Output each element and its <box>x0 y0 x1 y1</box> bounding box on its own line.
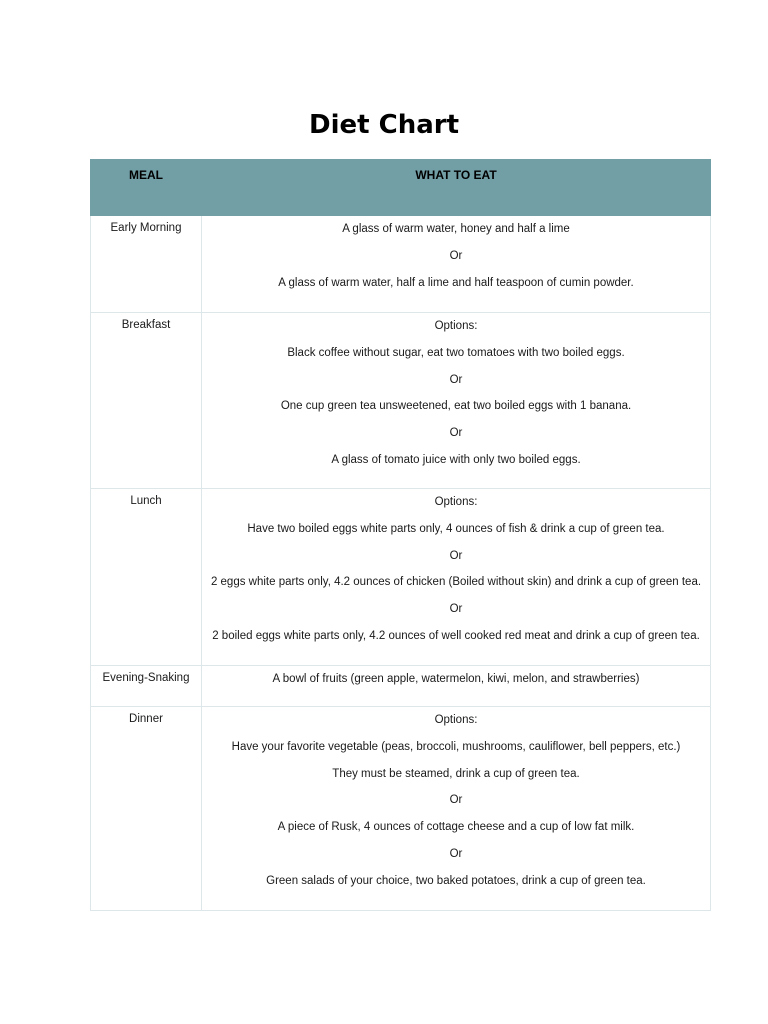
header-row <box>91 160 711 216</box>
meal-cell: Evening-Snaking <box>91 666 202 707</box>
food-line: Or <box>449 249 463 262</box>
food-line: Options: <box>434 714 478 726</box>
food-line: Or <box>449 427 463 440</box>
food-line: Or <box>449 603 463 616</box>
table-row <box>91 313 711 489</box>
food-line: 2 eggs white parts only, 4.2 ounces of chicken (Boiled without skin) and drink a cup of green tea. <box>210 576 702 589</box>
table-row <box>91 666 711 707</box>
table-row <box>91 216 711 313</box>
table-row <box>91 707 711 911</box>
food-line: They must be steamed, drink a cup of green tea. <box>332 767 580 780</box>
food-line: Options: <box>434 320 478 332</box>
food-line: A bowl of fruits (green apple, watermelon, kiwi, melon, and strawberries) <box>272 673 640 685</box>
table-body <box>91 216 711 911</box>
food-line: A glass of tomato juice with only two boiled eggs. <box>331 453 581 466</box>
what-to-eat-cell <box>202 707 711 911</box>
what-to-eat-cell <box>202 666 711 707</box>
what-to-eat-cell <box>202 216 711 313</box>
food-line: Or <box>449 373 463 386</box>
table-header <box>91 160 711 216</box>
food-line: Have your favorite vegetable (peas, broccoli, mushrooms, cauliflower, bell peppers, etc.) <box>231 740 681 753</box>
what-to-eat-column-header: WHAT TO EAT <box>202 160 711 216</box>
food-line: Or <box>449 549 463 562</box>
what-to-eat-cell <box>202 313 711 489</box>
food-line: A glass of warm water, honey and half a lime <box>342 223 570 235</box>
diet-table <box>90 159 711 911</box>
food-line: Have two boiled eggs white parts only, 4 ounces of fish & drink a cup of green tea. <box>247 522 665 535</box>
meal-cell: Early Morning <box>91 216 202 313</box>
food-line: 2 boiled eggs white parts only, 4.2 ounces of well cooked red meat and drink a cup of green tea. <box>212 629 700 642</box>
food-line: Green salads of your choice, two baked potatoes, drink a cup of green tea. <box>266 874 646 887</box>
food-line: Or <box>449 794 463 807</box>
food-line: One cup green tea unsweetened, eat two boiled eggs with 1 banana. <box>280 400 632 413</box>
meal-column-header: MEAL <box>91 160 202 216</box>
meal-cell: Dinner <box>91 707 202 911</box>
food-line: Black coffee without sugar, eat two tomatoes with two boiled eggs. <box>287 346 625 359</box>
page-title: Diet Chart <box>309 110 459 141</box>
food-line: A piece of Rusk, 4 ounces of cottage cheese and a cup of low fat milk. <box>277 821 635 834</box>
food-line: A glass of warm water, half a lime and half teaspoon of cumin powder. <box>278 276 634 289</box>
what-to-eat-cell <box>202 489 711 666</box>
meal-cell: Breakfast <box>91 313 202 489</box>
food-line: Or <box>449 847 463 860</box>
food-line: Options: <box>434 496 478 508</box>
meal-cell: Lunch <box>91 489 202 666</box>
table-row <box>91 489 711 666</box>
